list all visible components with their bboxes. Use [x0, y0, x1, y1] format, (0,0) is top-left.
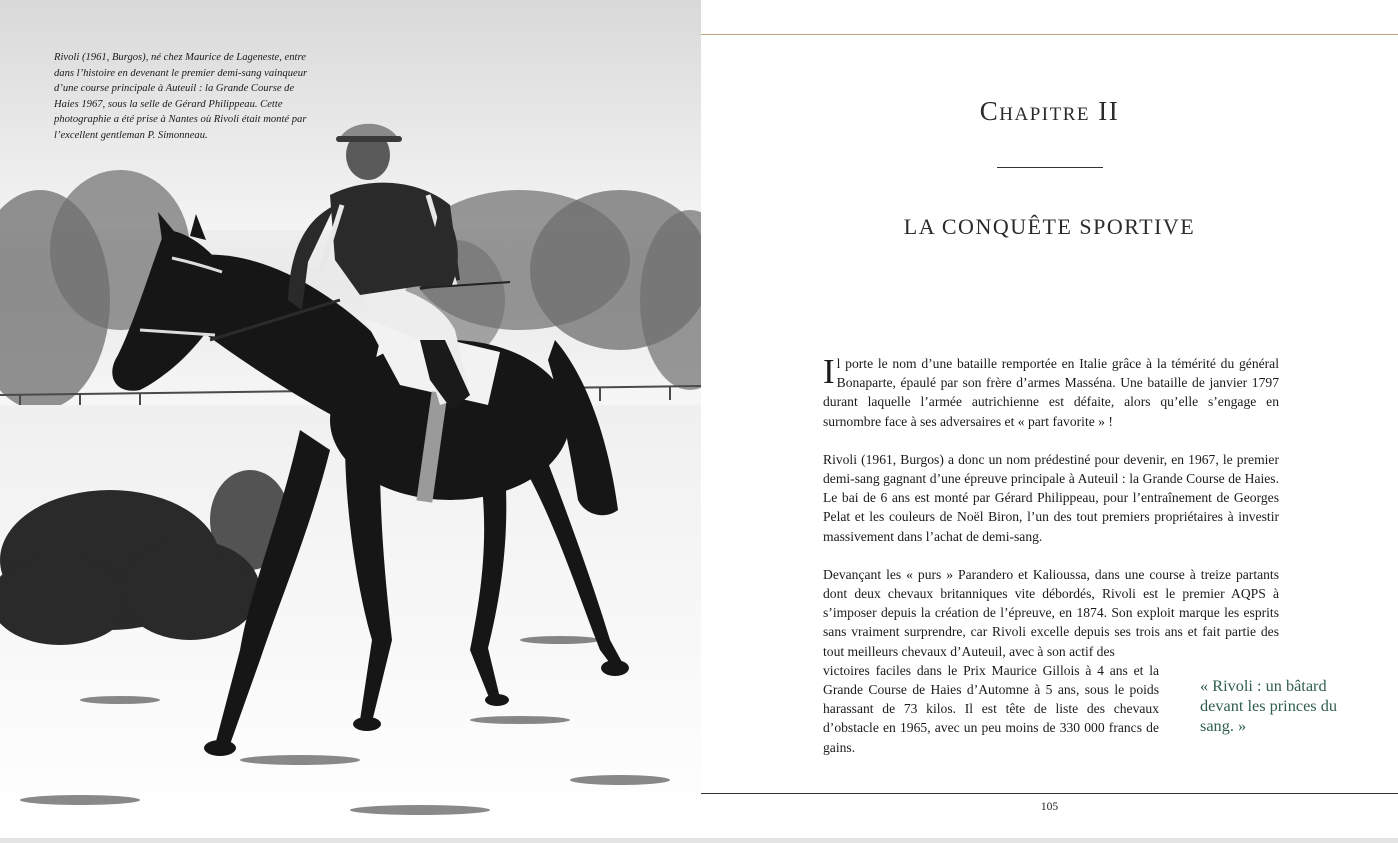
paragraph-3-text: Devançant les « purs » Parandero et Kalioussa, dans une course à treize partants dont deux chevaux britanniques vite débordés, Rivoli est le premier AQPS à s’imposer depuis la création de l’épreuve, en 1874. Son exploit marque les esprits sans vraiment surprendre, car Rivoli excelle depuis ses trois ans et fait partie des tout meilleurs chevaux d’Auteuil, avec à son actif des [823, 566, 1279, 659]
bottom-rule [701, 793, 1398, 794]
chapter-divider [997, 167, 1103, 168]
photo-caption: Rivoli (1961, Burgos), né chez Maurice de Lageneste, entre dans l’histoire en devenant le premier demi-sang vainqueur d’une course principale à Auteuil : la Grande Course de Haies 1967, sous la selle de Gérard Philippeau. Cette photographie a été prise à Nantes où Rivoli était monté par l’excellent gentleman P. Simonneau. [54, 52, 308, 141]
text-page [701, 0, 1398, 843]
paragraph-3-continued: victoires faciles dans le Prix Maurice Gillois à 4 ans et la Grande Course de Haies d’Automne à 5 ans, sous le poids harassant de 73 kilos. Il est tête de liste des chevaux d’obstacle en 1965, avec un peu moins de 330 000 francs de gains. [823, 662, 1159, 755]
paragraph-3 [823, 565, 1279, 661]
paragraph-1 [823, 354, 1279, 431]
paragraph-2: Rivoli (1961, Burgos) a donc un nom prédestiné pour devenir, en 1967, le premier demi-sang gagnant d’une épreuve principale à Auteuil : la Grande Course de Haies. Le bai de 6 ans est monté par Gérard Philippeau, pour l’entraînement de Georges Pelat et les couleurs de Noël Biron, l’un des tout premiers propriétaires à investir massivement dans l’achat de demi-sang. [823, 451, 1279, 544]
page-edge [0, 838, 1398, 843]
pull-quote: « Rivoli : un bâtard devant les princes du sang. » [1200, 676, 1337, 735]
chapter-title: LA CONQUÊTE SPORTIVE [903, 214, 1196, 239]
photo-page [0, 0, 701, 838]
top-rule [701, 34, 1398, 35]
page-number: 105 [1040, 801, 1059, 813]
chapter-number: Chapitre II [979, 96, 1120, 126]
drop-cap: I [823, 352, 835, 391]
paragraph-1-text: l porte le nom d’une bataille remportée en Italie grâce à la témérité du général Bonaparte, épaulé par son frère d’armes Masséna. Une bataille de janvier 1797 durant laquelle l’armée autrichienne est défaite, alors qu’elle s’engage en surnombre face à ses adversaires et « part favorite » ! [823, 356, 1279, 429]
